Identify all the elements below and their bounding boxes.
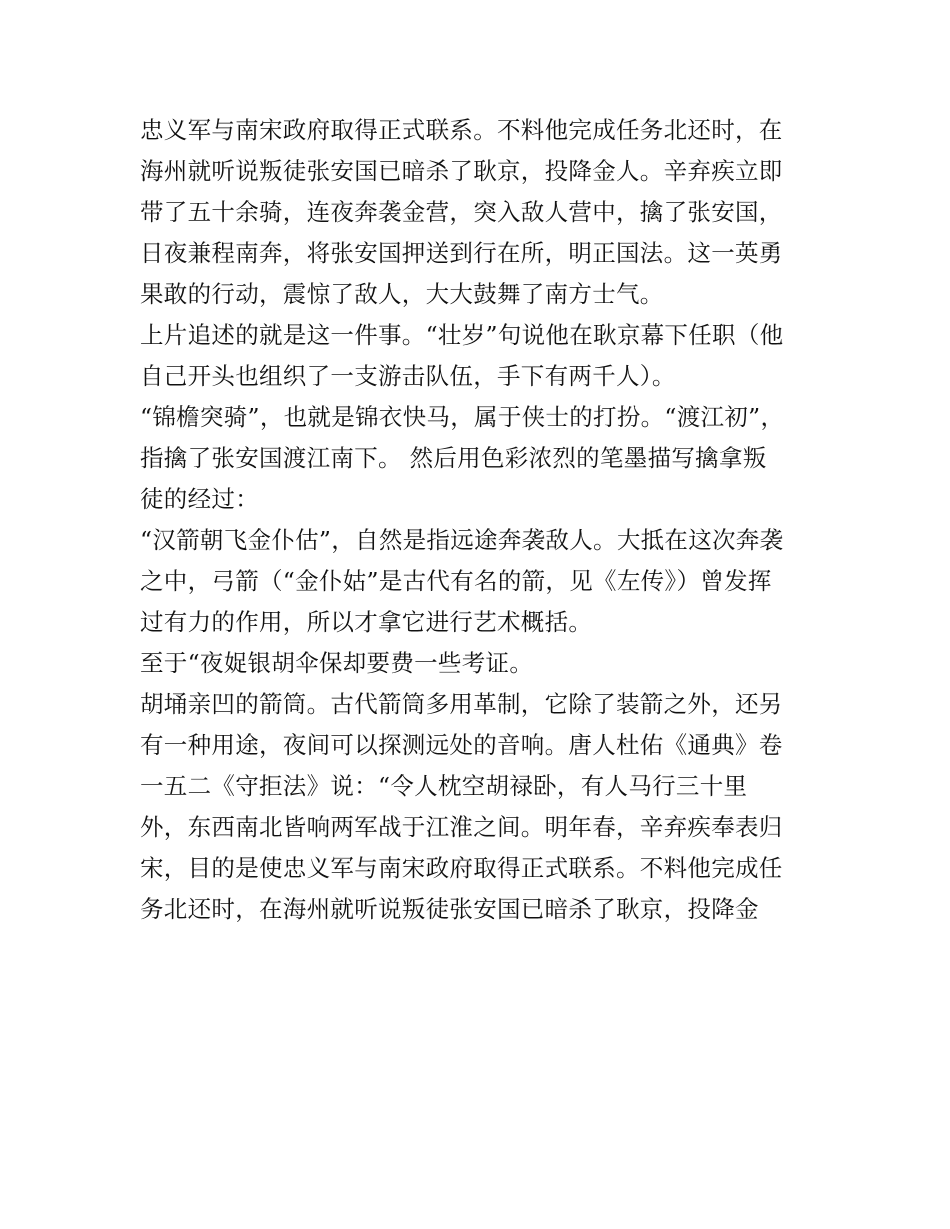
text-line: “汉箭朝飞金仆估”，自然是指远途奔袭敌人。大抵在这次奔袭: [140, 526, 784, 554]
text-line: 过有力的作用，所以才拿它进行艺术概括。: [140, 608, 593, 636]
text-line: 果敢的行动，震惊了敌人，大大鼓舞了南方士气。: [140, 280, 664, 308]
text-line: 胡埇亲凹的箭筒。古代箭筒多用革制，它除了装箭之外，还另: [140, 690, 783, 718]
text-line: 外，东西南北皆响两军战于江淮之间。明年春，辛弃疾奉表归: [140, 813, 783, 841]
text-line: 日夜兼程南奔，将张安国押送到行在所，明正国法。这一英勇: [140, 239, 783, 267]
text-line: 徒的经过：: [140, 485, 259, 513]
text-line: 海州就听说叛徒张安国已暗杀了耿京，投降金人。辛弃疾立即: [140, 157, 783, 185]
text-line: 宋，目的是使忠义军与南宋政府取得正式联系。不料他完成任: [140, 854, 783, 882]
text-line: 有一种用途，夜间可以探测远处的音响。唐人杜佑《通典》卷: [140, 731, 783, 759]
text-line: 务北还时，在海州就听说叛徒张安国已暗杀了耿京，投降金: [140, 895, 759, 923]
text-line: 带了五十余骑，连夜奔袭金营，突入敌人营中，擒了张安国，: [140, 198, 783, 226]
text-line: 上片追述的就是这一件事。“壮岁”句说他在耿京幕下任职（他: [140, 321, 784, 349]
body-text: [140, 110, 820, 930]
text-line: 至于“夜娖银胡伞保却要费一些考证。: [140, 649, 534, 677]
text-line: 一五二《守拒法》说：“令人枕空胡禄卧，有人马行三十里: [140, 772, 748, 800]
text-line: 忠义军与南宋政府取得正式联系。不料他完成任务北还时，在: [140, 116, 783, 144]
text-line: “锦檐突骑”，也就是锦衣快马，属于侠士的打扮。“渡江初”，: [140, 403, 785, 431]
text-line: 之中，弓箭（“金仆姑”是古代有名的箭，见《左传》）曾发挥: [140, 567, 772, 595]
text-line: 指擒了张安国渡江南下。 然后用色彩浓烈的笔墨描写擒拿叛: [140, 444, 767, 472]
text-line: 自己开头也组织了一支游击队伍，手下有两千人）。: [140, 362, 676, 390]
